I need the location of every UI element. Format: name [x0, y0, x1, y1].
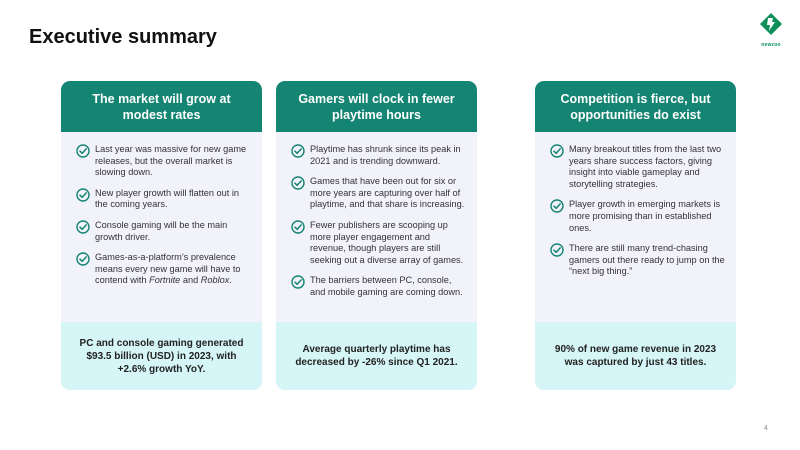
bullet-text: Console gaming will be the main growth driver. — [95, 219, 228, 242]
emphasis-fortnite: Fortnite — [149, 275, 181, 286]
page-title: Executive summary — [29, 26, 217, 48]
card-footer-stat: Average quarterly playtime has decreased by -26% since Q1 2021. — [276, 322, 477, 390]
list-item — [76, 144, 252, 179]
list-item — [550, 199, 726, 234]
bullet-text: Many breakout titles from the last two years share success factors, giving insight into viable gameplay and storytelling strategies. — [569, 144, 722, 189]
emphasis-roblox: Roblox — [200, 275, 230, 286]
check-circle-icon — [550, 199, 564, 213]
bullet-text: Games-as-a-platform’s prevalence means every new game will have to contend with Fortnite and Roblox. — [95, 252, 241, 286]
check-circle-icon — [76, 252, 90, 266]
list-item — [550, 144, 726, 190]
check-circle-icon — [291, 176, 305, 190]
logo-wordmark: newzoo — [761, 42, 781, 48]
card-header: Gamers will clock in fewer playtime hours — [276, 81, 477, 132]
bullet-text: There are still many trend-chasing gamers out there ready to jump on the “next big thing.” — [569, 243, 725, 277]
list-item — [76, 252, 252, 287]
check-circle-icon — [550, 144, 564, 158]
card-body — [61, 132, 262, 322]
card-header: The market will grow at modest rates — [61, 81, 262, 132]
list-item — [76, 220, 252, 243]
card-market-growth — [61, 81, 262, 390]
check-circle-icon — [76, 220, 90, 234]
bullet-text: Last year was massive for new game releases, but the overall market is slowing down. — [95, 144, 247, 178]
check-circle-icon — [291, 144, 305, 158]
check-circle-icon — [291, 275, 305, 289]
card-competition — [535, 81, 736, 390]
card-footer-stat: PC and console gaming generated $93.5 billion (USD) in 2023, with +2.6% growth YoY. — [61, 322, 262, 390]
bullet-text: Fewer publishers are scooping up more player engagement and revenue, though players are still seeking out a diverse array of games. — [310, 219, 464, 265]
list-item — [291, 275, 467, 298]
card-body — [535, 132, 736, 322]
card-footer-stat: 90% of new game revenue in 2023 was captured by just 43 titles. — [535, 322, 736, 390]
check-circle-icon — [291, 220, 305, 234]
card-body — [276, 132, 477, 322]
bullet-text: Games that have been out for six or more years are capturing over half of playtime, and that share is increasing. — [310, 176, 465, 210]
check-circle-icon — [550, 243, 564, 257]
list-item — [291, 220, 467, 266]
page-number: 4 — [764, 425, 768, 432]
newzoo-logo — [755, 12, 787, 48]
bullet-text: New player growth will flatten out in the coming years. — [95, 187, 240, 210]
bullet-text: Player growth in emerging markets is more promising than in established ones. — [569, 199, 721, 233]
list-item — [291, 144, 467, 167]
list-item — [76, 188, 252, 211]
check-circle-icon — [76, 144, 90, 158]
card-playtime — [276, 81, 477, 390]
card-header: Competition is fierce, but opportunities do exist — [535, 81, 736, 132]
newzoo-logo-icon — [759, 12, 783, 36]
list-item — [550, 243, 726, 278]
list-item — [291, 176, 467, 211]
bullet-text: Playtime has shrunk since its peak in 2021 and is trending downward. — [310, 144, 461, 166]
check-circle-icon — [76, 188, 90, 202]
bullet-text: The barriers between PC, console, and mobile gaming are coming down. — [310, 275, 463, 297]
